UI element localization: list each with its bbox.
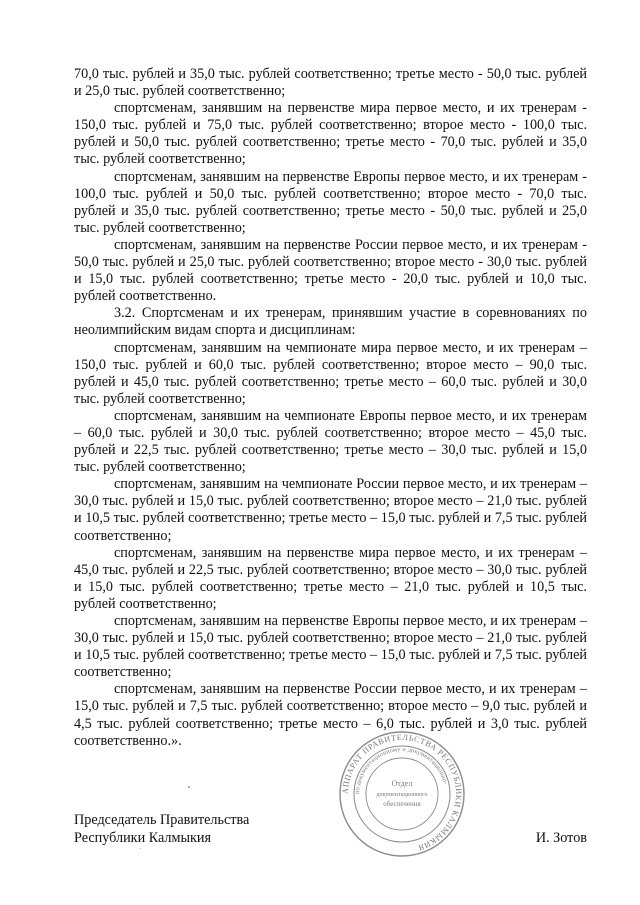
position-line: Председатель Правительства <box>74 812 250 828</box>
paragraph: спортсменам, занявшим на первенстве Европы первое место, и их тренерам - 100,0 тыс. рублей и 50,0 тыс. рублей соответственно; второе место - 70,0 тыс. рублей и 35,0 тыс. рублей соответственно; третье место - 50,0 тыс. рублей и 25,0 тыс. рублей соответственно; <box>74 168 587 236</box>
stamp-center-line: документационного <box>376 792 428 798</box>
paragraph: 70,0 тыс. рублей и 35,0 тыс. рублей соответственно; третье место - 50,0 тыс. рублей и 25,0 тыс. рублей соответственно; <box>74 66 587 100</box>
paragraph: спортсменам, занявшим на первенстве России первое место, и их тренерам - 50,0 тыс. рублей и 25,0 тыс. рублей соответственно; второе место - 30,0 тыс. рублей и 15,0 тыс. рублей соответственно; третье место - 20,0 тыс. рублей и 10,0 тыс. рублей соответственно. <box>74 236 587 305</box>
scan-speck <box>140 848 141 849</box>
stamp-center-line: обеспечения <box>383 800 421 808</box>
position-line: Республики Калмыкия <box>74 829 212 846</box>
paragraph: спортсменам, занявшим на первенстве мира первое место, и их тренерам - 150,0 тыс. рублей и 75,0 тыс. рублей соответственно; второе место - 100,0 тыс. рублей и 50,0 тыс. рублей соответственно; третье место - 70,0 тыс. рублей и 35,0 тыс. рублей соответственно; <box>74 100 587 168</box>
stamp-inner-text: по документационному и документационно- <box>353 745 449 795</box>
scan-speck <box>188 786 190 788</box>
paragraph: спортсменам, занявшим на чемпионате мира первое место, и их тренерам – 150,0 тыс. рублей и 60,0 тыс. рублей соответственно; второе место – 90,0 тыс. рублей и 45,0 тыс. рублей соответственно; третье место – 60,0 тыс. рублей и 30,0 тыс. рублей соответственно; <box>74 339 587 407</box>
paragraph: спортсменам, занявшим на чемпионате России первое место, и их тренерам – 30,0 тыс. рублей и 15,0 тыс. рублей соответственно; второе место – 21,0 тыс. рублей и 10,5 тыс. рублей соответственно; третье место – 15,0 тыс. рублей и 7,5 тыс. рублей соответственно; <box>74 476 587 544</box>
paragraph: спортсменам, занявшим на первенстве мира первое место, и их тренерам – 45,0 тыс. рублей и 22,5 тыс. рублей соответственно; второе место – 30,0 тыс. рублей и 15,0 тыс. рублей соответственно; третье место – 21,0 тыс. рублей и 10,5 тыс. рублей соответственно; <box>74 544 587 612</box>
paragraph: спортсменам, занявшим на чемпионате Европы первое место, и их тренерам – 60,0 тыс. рублей и 30,0 тыс. рублей соответственно; второе место – 45,0 тыс. рублей и 22,5 тыс. рублей соответственно; третье место – 30,0 тыс. рублей и 15,0 тыс. рублей соответственно; <box>74 407 587 476</box>
official-stamp <box>338 730 466 858</box>
signatory-name: И. Зотов <box>535 829 587 846</box>
document-body <box>74 66 587 750</box>
signatory-position <box>74 812 249 847</box>
stamp-center-line: Отдел <box>391 779 413 788</box>
paragraph: 3.2. Спортсменам и их тренерам, принявшим участие в соревнованиях по неолимпийским видам спорта и дисциплинам: <box>74 305 587 339</box>
stamp-outer-text: АППАРАТ ПРАВИТЕЛЬСТВА РЕСПУБЛИКИ КАЛМЫКИЯ <box>340 732 464 853</box>
paragraph: спортсменам, занявшим на первенстве России первое место, и их тренерам – 15,0 тыс. рублей и 7,5 тыс. рублей соответственно; второе место – 9,0 тыс. рублей и 4,5 тыс. рублей соответственно; третье место – 6,0 тыс. рублей и 3,0 тыс. рублей соответственно.». <box>74 681 587 749</box>
paragraph: спортсменам, занявшим на первенстве Европы первое место, и их тренерам – 30,0 тыс. рублей и 15,0 тыс. рублей соответственно; второе место – 21,0 тыс. рублей и 10,5 тыс. рублей соответственно; третье место – 15,0 тыс. рублей и 7,5 тыс. рублей соответственно; <box>74 613 587 681</box>
